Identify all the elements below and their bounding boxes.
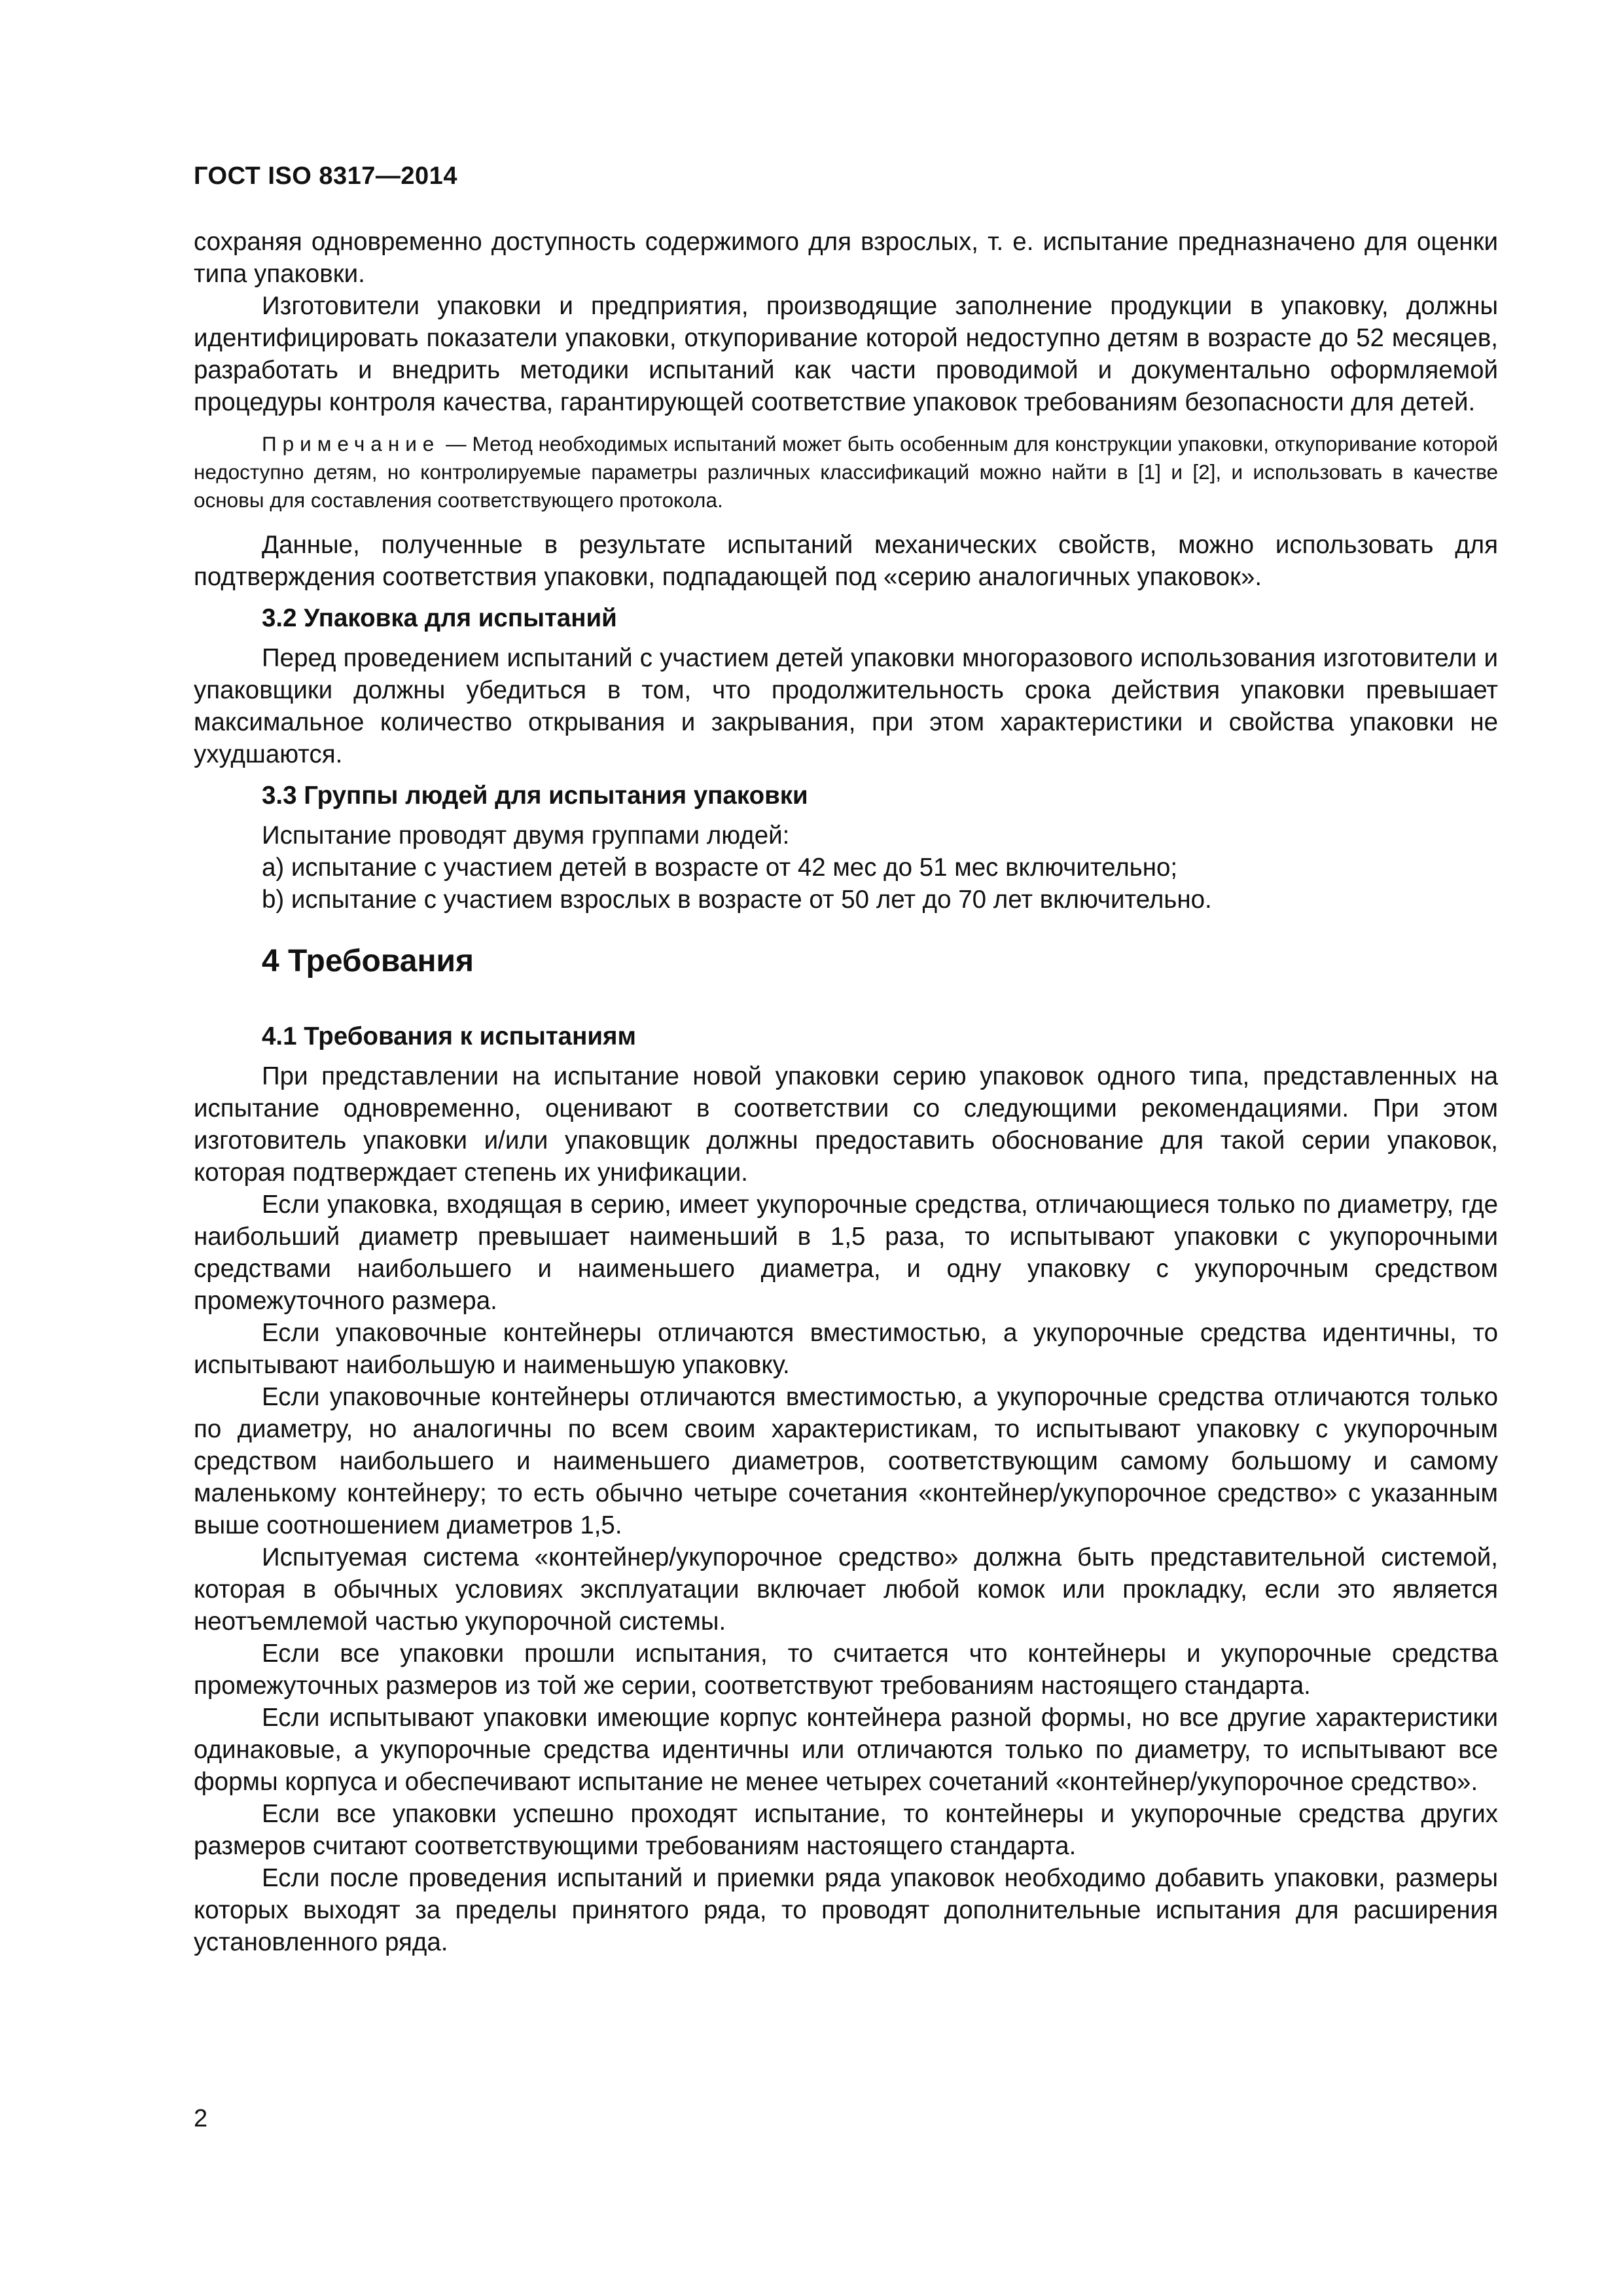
section-3-2-text: Перед проведением испытаний с участием детей упаковки многоразового использования изготовители и упаковщики должны убедиться в том, что продолжительность срока действия упаковки превышает максимальное количество открывания и закрывания, при этом характеристики и свойства упаковки не ухудшаются.	[194, 644, 1498, 768]
section-4-1-paragraph: Если упаковка, входящая в серию, имеет укупорочные средства, отличающиеся только по диаметру, где наибольший диаметр превышает наименьший в 1,5 раза, то испытывают упаковки с укупорочными средствами наибольшего и наименьшего диаметра, и одну упаковку с укупорочным средством промежуточного размера.	[194, 1191, 1498, 1315]
note-block	[194, 430, 1498, 514]
section-4-1-paragraph: Если испытывают упаковки имеющие корпус контейнера разной формы, но все другие характеристики одинаковые, а укупорочные средства идентичны или отличаются только по диаметру, то испытывают все формы корпуса и обеспечивают испытание не менее четырех сочетаний «контейнер/укупорочное средство».	[194, 1704, 1498, 1796]
section-4-1-paragraph: При представлении на испытание новой упаковки серию упаковок одного типа, представленных на испытание одновременно, оценивают в соответствии со следующими рекомендациями. При этом изготовитель упаковки и/или упаковщик должны предоставить обоснование для такой серии упаковок, которая подтверждает степень их унификации.	[194, 1062, 1498, 1187]
section-4-1-paragraph: Испытуемая система «контейнер/укупорочное средство» должна быть представительной системой, которая в обычных условиях эксплуатации включает любой комок или прокладку, если это является неотъемлемой частью укупорочной системы.	[194, 1543, 1498, 1636]
list-item-b: b) испытание с участием взрослых в возрасте от 50 лет до 70 лет включительно.	[262, 886, 1212, 914]
section-4-1-paragraph: Если после проведения испытаний и приемки ряда упаковок необходимо добавить упаковки, размеры которых выходят за пределы принятого ряда, то проводят дополнительные испытания для расширения установленного ряда.	[194, 1864, 1498, 1956]
section-3-3-heading: 3.3 Группы людей для испытания упаковки	[262, 781, 808, 810]
document-header: ГОСТ ISO 8317—2014	[194, 162, 457, 190]
section-4-1-paragraph: Если все упаковки прошли испытания, то считается что контейнеры и укупорочные средства промежуточных размеров из той же серии, соответствуют требованиям настоящего стандарта.	[194, 1640, 1498, 1700]
section-3-3-intro: Испытание проводят двумя группами людей:	[262, 821, 790, 850]
page-body	[194, 226, 1498, 1958]
paragraph-continuation: сохраняя одновременно доступность содержимого для взрослых, т. е. испытание предназначено для оценки типа упаковки.	[194, 228, 1498, 288]
section-4-1-paragraph: Если все упаковки успешно проходят испытание, то контейнеры и укупорочные средства других размеров считают соответствующими требованиям настоящего стандарта.	[194, 1800, 1498, 1860]
section-4-heading: 4 Требования	[262, 944, 474, 978]
section-4-1-heading: 4.1 Требования к испытаниям	[262, 1022, 636, 1050]
list-item-a: a) испытание с участием детей в возрасте от 42 мес до 51 мес включительно;	[262, 853, 1178, 882]
section-4-1-paragraph: Если упаковочные контейнеры отличаются вместимостью, а укупорочные средства отличаются только по диаметру, но аналогичны по всем своим характеристикам, то испытывают упаковку с укупорочным средством наибольшего и наименьшего диаметров, соответствующим самому большому и самому маленькому контейнеру; то есть обычно четыре сочетания «контейнер/укупорочное средство» с указанным выше соотношением диаметров 1,5.	[194, 1383, 1498, 1539]
paragraph-mechanical-data: Данные, полученные в результате испытаний механических свойств, можно использовать для подтверждения соответствия упаковки, подпадающей под «серию аналогичных упаковок».	[194, 531, 1498, 591]
section-4-1-paragraph: Если упаковочные контейнеры отличаются вместимостью, а укупорочные средства идентичны, то испытывают наибольшую и наименьшую упаковку.	[194, 1319, 1498, 1379]
paragraph-manufacturers: Изготовители упаковки и предприятия, производящие заполнение продукции в упаковку, должны идентифицировать показатели упаковки, откупоривание которой недоступно детям в возрасте до 52 месяцев, разработать и внедрить методики испытаний как части проводимой и документально оформляемой процедуры контроля качества, гарантирующей соответствие упаковок требованиям безопасности для детей.	[194, 292, 1498, 416]
note-label: Примечание	[262, 432, 440, 456]
page-number: 2	[194, 2105, 208, 2132]
section-3-2-heading: 3.2 Упаковка для испытаний	[262, 604, 617, 632]
note-text: — Метод необходимых испытаний может быть особенным для конструкции упаковки, откупоривание которой недоступно детям, но контролируемые параметры различных классификаций можно найти в [1] и [2], и использовать в качестве основы для составления соответствующего протокола.	[194, 432, 1498, 512]
